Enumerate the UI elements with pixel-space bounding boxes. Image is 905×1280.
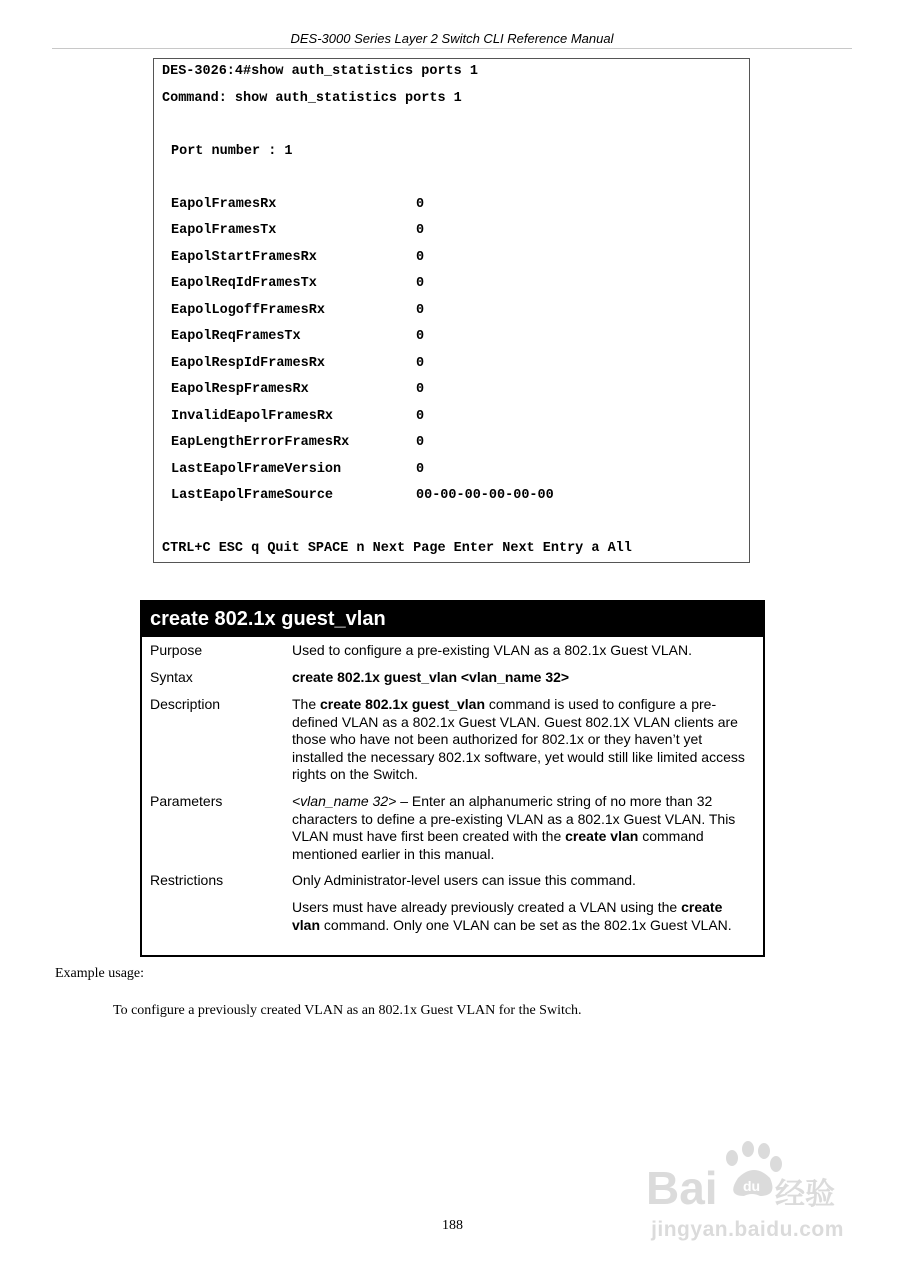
baidu-jingyan-watermark	[640, 1138, 855, 1248]
stat-value: 0	[416, 276, 425, 291]
stat-value: 0	[416, 356, 425, 371]
description-command: create 802.1x guest_vlan	[320, 696, 486, 712]
purpose-text: Used to configure a pre-existing VLAN as a 802.1x Guest VLAN.	[292, 642, 692, 658]
stat-value: 0	[416, 435, 425, 450]
running-header	[52, 30, 852, 49]
command-title: create 802.1x guest_vlan	[142, 602, 763, 637]
stat-value: 0	[416, 223, 425, 238]
restrictions-text-2	[292, 899, 754, 934]
stat-value: 00-00-00-00-00-00	[416, 488, 554, 503]
stat-value: 0	[416, 382, 425, 397]
parameters-post: command mentioned earlier in this manual.	[292, 828, 704, 862]
parameters-label: Parameters	[150, 793, 223, 809]
parameters-text	[292, 793, 754, 863]
stat-name: LastEapolFrameVersion	[171, 462, 342, 477]
page-number: 188	[442, 1218, 463, 1233]
stat-name: EapolStartFramesRx	[171, 250, 317, 265]
syntax-text: create 802.1x guest_vlan <vlan_name 32>	[292, 669, 570, 685]
stat-name: EapLengthErrorFramesRx	[171, 435, 350, 450]
example-description: To configure a previously created VLAN as an 802.1x Guest VLAN for the Switch.	[113, 1003, 582, 1018]
parameters-command: create vlan	[565, 828, 639, 844]
stat-value: 0	[416, 462, 425, 477]
example-usage-label: Example usage:	[55, 966, 145, 981]
stat-value: 0	[416, 303, 425, 318]
watermark-site: jingyan.baidu.com	[651, 1218, 844, 1241]
stat-name: EapolRespFramesRx	[171, 382, 309, 397]
stat-value: 0	[416, 409, 425, 424]
restrictions-command: create vlan	[292, 899, 723, 933]
stat-value: 0	[416, 329, 425, 344]
restrictions-label: Restrictions	[150, 872, 224, 888]
stat-name: EapolReqIdFramesTx	[171, 276, 317, 291]
stat-name: EapolReqFramesTx	[171, 329, 301, 344]
manual-title: DES-3000 Series Layer 2 Switch CLI Reference Manual	[290, 31, 614, 46]
stat-name: InvalidEapolFramesRx	[171, 409, 334, 424]
stat-name: EapolFramesTx	[171, 223, 277, 238]
cli-footer-line: CTRL+C ESC q Quit SPACE n Next Page Enter Next Entry a All	[162, 541, 632, 556]
restrictions-post: command. Only one VLAN can be set as the 802.1x Guest VLAN.	[320, 916, 732, 933]
baidu-paw-logo-icon	[640, 1138, 855, 1218]
svg-text:经验: 经验	[775, 1178, 835, 1211]
stat-value: 0	[416, 250, 425, 265]
description-label: Description	[150, 696, 221, 712]
syntax-label: Syntax	[150, 669, 193, 685]
restrictions-pre: Users must have already previously created a VLAN using the	[292, 899, 682, 915]
stat-name: EapolFramesRx	[171, 197, 277, 212]
cli-output-box	[153, 58, 750, 563]
stat-value: 0	[416, 197, 425, 212]
cli-prompt-line: DES-3026:4#show auth_statistics ports 1	[162, 64, 478, 79]
purpose-label: Purpose	[150, 642, 203, 658]
stat-name: LastEapolFrameSource	[171, 488, 334, 503]
parameters-name: <vlan_name 32>	[292, 793, 397, 809]
description-pre: The	[292, 696, 321, 712]
parameters-mid: – Enter an alphanumeric string of no more than 32 characters to define a pre-existing VLAN as a 802.1x Guest VLAN. This VLAN must have first been created with the	[292, 793, 736, 844]
svg-text:du: du	[743, 1178, 761, 1194]
cli-port-line: Port number : 1	[171, 144, 293, 159]
command-reference-table	[140, 600, 765, 957]
description-text	[292, 696, 754, 784]
svg-text:Bai: Bai	[646, 1162, 718, 1214]
stat-name: EapolLogoffFramesRx	[171, 303, 325, 318]
cli-command-line: Command: show auth_statistics ports 1	[162, 91, 462, 106]
description-post: command is used to configure a pre-defined VLAN as a 802.1x Guest VLAN. Guest 802.1X VLAN clients are those who have not been authorized for 802.1x or they haven’t yet installed the necessary 802.1x software, yet would still like limited access rights on the Switch.	[292, 696, 745, 782]
restrictions-text-1: Only Administrator-level users can issue this command.	[292, 872, 636, 888]
stat-name: EapolRespIdFramesRx	[171, 356, 325, 371]
